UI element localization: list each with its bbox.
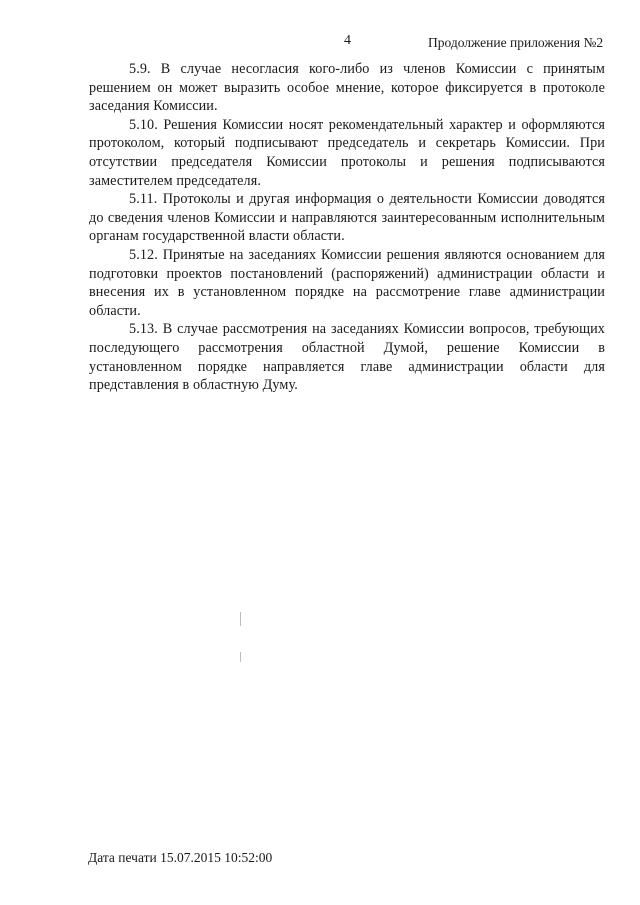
document-body — [89, 60, 605, 395]
paragraph-5-13: 5.13. В случае рассмотрения на заседаниях Комиссии вопросов, требующих последующего рассмотрения областной Думой, решение Комиссии в установленном порядке направляется главе администрации области для представления в областную Думу. — [89, 321, 605, 394]
paragraph-5-9: 5.9. В случае несогласия кого-либо из членов Комиссии с принятым решением он может выразить особое мнение, которое фиксируется в протоколе заседания Комиссии. — [89, 61, 605, 115]
scan-artifact — [240, 612, 241, 626]
appendix-continuation-note: Продолжение приложения №2 — [428, 35, 604, 50]
paragraph-5-10: 5.10. Решения Комиссии носят рекомендательный характер и оформляются протоколом, который подписывают председатель и секретарь Комиссии. При отсутствии председателя Комиссии протоколы и решения подписываются заместителем председателя. — [89, 116, 605, 189]
print-date: Дата печати 15.07.2015 10:52:00 — [88, 850, 273, 865]
paragraph-5-12: 5.12. Принятые на заседаниях Комиссии решения являются основанием для подготовки проектов постановлений (распоряжений) администрации области и внесения их в установленном порядке на рассмотрение главе администрации области. — [89, 246, 605, 319]
paragraph-5-11: 5.11. Протоколы и другая информация о деятельности Комиссии доводятся до сведения членов Комиссии и направляются заинтересованным исполнительным органам государственной власти области. — [89, 191, 605, 245]
page-number: 4 — [344, 33, 351, 48]
scan-artifact — [240, 652, 241, 662]
